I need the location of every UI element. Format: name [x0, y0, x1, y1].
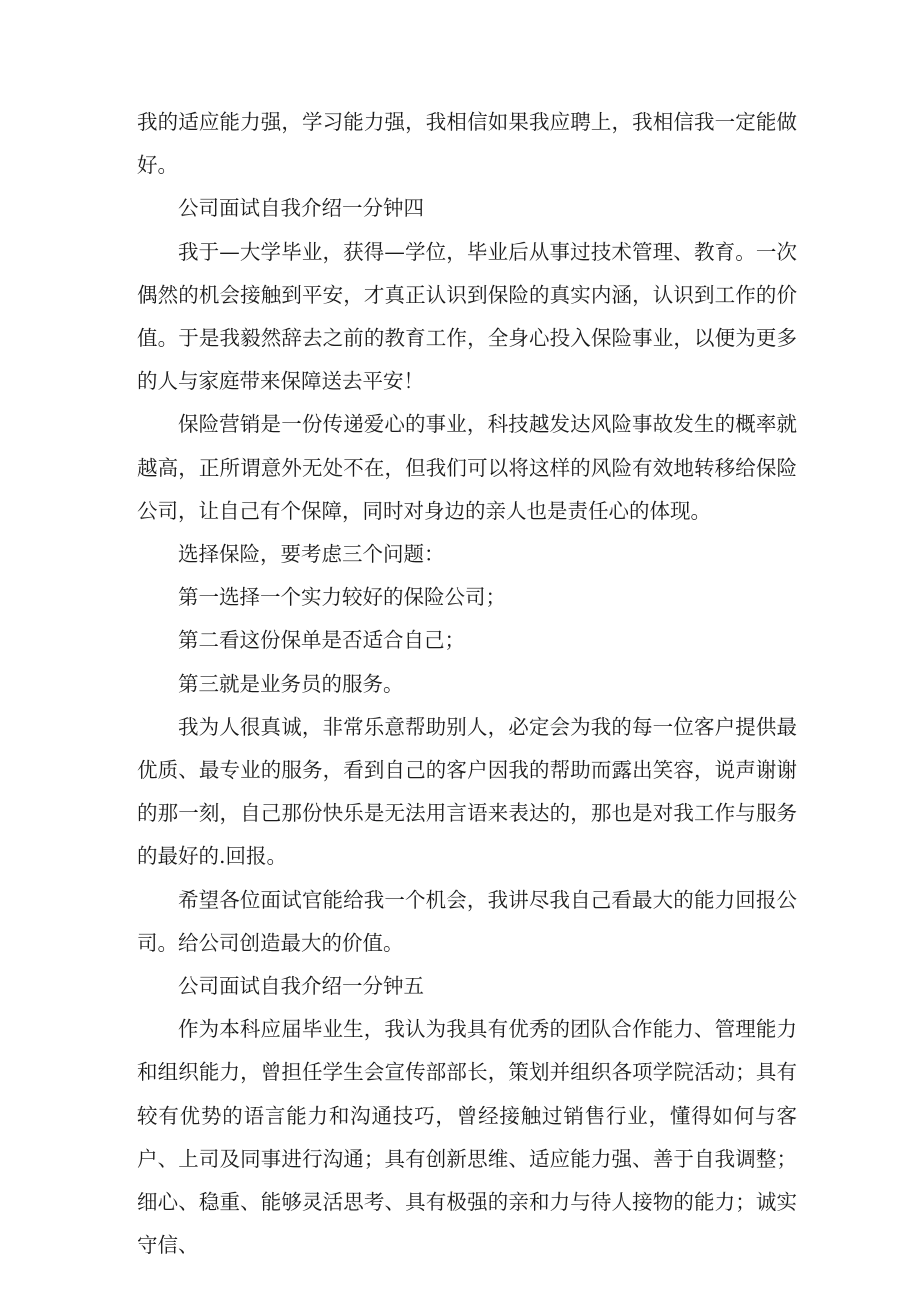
paragraph: 选择保险，要考虑三个问题：: [178, 542, 445, 567]
document-body: [137, 101, 797, 1267]
paragraph: 作为本科应届毕业生，我认为我具有优秀的团队合作能力、管理能力和组织能力，曾担任学生会宣传部部长，策划并组织各项学院活动；具有较有优势的语言能力和沟通技巧，曾经接触过销售行业，懂得如何与客户、上司及同事进行沟通；具有创新思维、适应能力强、善于自我调整；细心、稳重、能够灵活思考、具有极强的亲和力与待人接物的能力；诚实守信、: [137, 1017, 797, 1258]
paragraph: 我为人很真诚，非常乐意帮助别人，必定会为我的每一位客户提供最优质、最专业的服务，看到自己的客户因我的帮助而露出笑容，说声谢谢的那一刻，自己那份快乐是无法用言语来表达的，那也是对我工作与服务的最好的.回报。: [137, 714, 797, 869]
paragraph: 希望各位面试官能给我一个机会，我讲尽我自己看最大的能力回报公司。给公司创造最大的价值。: [137, 887, 797, 955]
paragraph-continuation: 我的适应能力强，学习能力强，我相信如果我应聘上，我相信我一定能做好。: [137, 110, 797, 178]
section-heading-four: 公司面试自我介绍一分钟四: [178, 196, 424, 221]
section-heading-five: 公司面试自我介绍一分钟五: [178, 974, 424, 999]
paragraph: 保险营销是一份传递爱心的事业，科技越发达风险事故发生的概率就越高，正所谓意外无处不在，但我们可以将这样的风险有效地转移给保险公司，让自己有个保障，同时对身边的亲人也是责任心的体现。: [137, 412, 797, 523]
list-item: 第一选择一个实力较好的保险公司；: [178, 585, 506, 610]
list-item: 第三就是业务员的服务。: [178, 671, 404, 696]
paragraph: 我于—大学毕业，获得—学位，毕业后从事过技术管理、教育。一次偶然的机会接触到平安，才真正认识到保险的真实内涵，认识到工作的价值。于是我毅然辞去之前的教育工作，全身心投入保险事业，以便为更多的人与家庭带来保障送去平安！: [137, 239, 797, 394]
list-item: 第二看这份保单是否适合自己；: [178, 628, 465, 653]
